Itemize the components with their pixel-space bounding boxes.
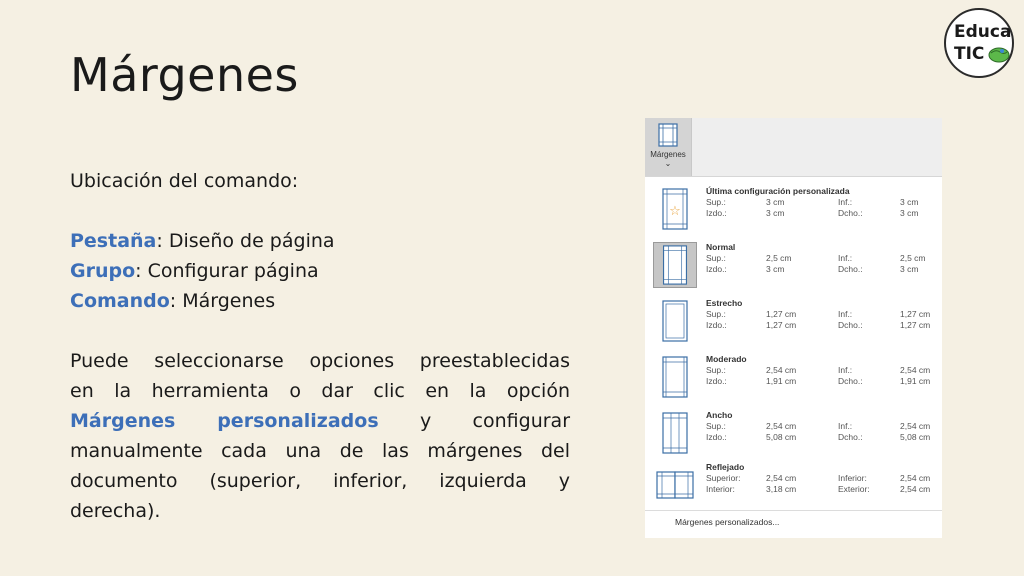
- option-value-1: 2,54 cm: [766, 421, 797, 431]
- group-key: Grupo: [70, 260, 136, 282]
- tab-value: : Diseño de página: [156, 230, 335, 252]
- ribbon: [645, 118, 942, 177]
- slide-body: [70, 166, 570, 526]
- option-name: Estrecho: [706, 298, 743, 308]
- margin-option-mirrored[interactable]: [645, 456, 942, 512]
- educatic-logo: [944, 8, 1014, 78]
- option-value-1: 2,5 cm: [766, 253, 792, 263]
- option-name: Moderado: [706, 354, 747, 364]
- option-key-4: Dcho.:: [838, 320, 863, 330]
- option-value-2: 2,5 cm: [900, 253, 926, 263]
- option-key-2: Inf.:: [838, 365, 853, 375]
- logo-line2: TIC: [954, 44, 985, 64]
- svg-text:☆: ☆: [669, 204, 681, 219]
- option-key-2: Inf.:: [838, 197, 853, 207]
- option-key-4: Dcho.:: [838, 376, 863, 386]
- option-key-4: Dcho.:: [838, 432, 863, 442]
- command-key: Comando: [70, 290, 170, 312]
- logo-line1: Educa: [954, 22, 1012, 42]
- option-value-2: 2,54 cm: [900, 473, 931, 483]
- globe-icon: [988, 47, 1010, 63]
- group-value: : Configurar página: [135, 260, 319, 282]
- option-value-4: 2,54 cm: [900, 484, 931, 494]
- option-name: Reflejado: [706, 462, 745, 472]
- option-value-4: 1,27 cm: [900, 320, 931, 330]
- option-key-3: Interior:: [706, 484, 735, 494]
- margin-option-narrow[interactable]: [645, 292, 942, 348]
- option-value-3: 5,08 cm: [766, 432, 797, 442]
- option-key-3: Izdo.:: [706, 264, 727, 274]
- para-line-1: Puede seleccionarse opciones preestablecidas: [70, 350, 570, 372]
- option-value-3: 3 cm: [766, 264, 785, 274]
- para-line-2: en la herramienta o dar clic en la opción: [70, 380, 570, 402]
- option-key-2: Inferior:: [838, 473, 867, 483]
- command-value: : Márgenes: [169, 290, 276, 312]
- para-line-5: documento (superior, inferior, izquierda y: [70, 470, 570, 492]
- option-value-1: 2,54 cm: [766, 473, 797, 483]
- margins-icon: [658, 123, 678, 147]
- margin-option-normal[interactable]: [645, 236, 942, 292]
- description-paragraph: [70, 346, 570, 526]
- option-key-2: Inf.:: [838, 421, 853, 431]
- location-label: Ubicación del comando:: [70, 170, 299, 192]
- custom-margins-highlight: Márgenes personalizados: [70, 410, 379, 432]
- option-key-3: Izdo.:: [706, 320, 727, 330]
- option-value-4: 3 cm: [900, 208, 919, 218]
- para-line-6: derecha).: [70, 500, 161, 522]
- option-value-1: 3 cm: [766, 197, 785, 207]
- option-key-4: Dcho.:: [838, 264, 863, 274]
- option-key-3: Izdo.:: [706, 376, 727, 386]
- group-line: [70, 256, 570, 286]
- option-key-1: Sup.:: [706, 421, 726, 431]
- tab-line: [70, 226, 570, 256]
- page-margins-icon: [653, 298, 697, 344]
- page-margins-icon: [653, 354, 697, 400]
- option-key-3: Izdo.:: [706, 432, 727, 442]
- para-line-3: [70, 406, 570, 436]
- option-value-4: 5,08 cm: [900, 432, 931, 442]
- option-key-1: Sup.:: [706, 365, 726, 375]
- option-value-2: 2,54 cm: [900, 365, 931, 375]
- option-value-1: 2,54 cm: [766, 365, 797, 375]
- option-value-2: 3 cm: [900, 197, 919, 207]
- slide-title: Márgenes: [70, 48, 299, 102]
- custom-margins-menu-item[interactable]: [645, 510, 942, 527]
- option-key-2: Inf.:: [838, 253, 853, 263]
- option-value-1: 1,27 cm: [766, 309, 797, 319]
- mirrored-pages-icon: [653, 462, 697, 508]
- para-after-highlight: y configurar: [419, 410, 571, 432]
- option-value-3: 1,27 cm: [766, 320, 797, 330]
- option-value-2: 2,54 cm: [900, 421, 931, 431]
- option-value-4: 1,91 cm: [900, 376, 931, 386]
- page-margins-icon: [653, 242, 697, 288]
- command-line: [70, 286, 570, 316]
- margin-option-last-custom[interactable]: [645, 180, 942, 236]
- margins-dropdown-screenshot: [645, 118, 942, 538]
- option-key-1: Sup.:: [706, 253, 726, 263]
- custom-margins-label: Márgenes personalizados...: [675, 517, 780, 527]
- margins-ribbon-button[interactable]: [645, 118, 692, 176]
- para-line-4: manualmente cada una de las márgenes del: [70, 440, 570, 462]
- option-key-1: Sup.:: [706, 197, 726, 207]
- option-key-1: Superior:: [706, 473, 741, 483]
- option-value-3: 3,18 cm: [766, 484, 797, 494]
- margins-button-label: Márgenes: [650, 150, 686, 159]
- margin-option-moderate[interactable]: [645, 348, 942, 404]
- page-margins-icon: [653, 410, 697, 456]
- option-value-3: 3 cm: [766, 208, 785, 218]
- option-value-4: 3 cm: [900, 264, 919, 274]
- option-key-4: Dcho.:: [838, 208, 863, 218]
- option-key-2: Inf.:: [838, 309, 853, 319]
- option-value-2: 1,27 cm: [900, 309, 931, 319]
- margin-option-wide[interactable]: [645, 404, 942, 460]
- option-name: Última configuración personalizada: [706, 186, 850, 196]
- option-value-3: 1,91 cm: [766, 376, 797, 386]
- option-key-3: Izdo.:: [706, 208, 727, 218]
- option-key-1: Sup.:: [706, 309, 726, 319]
- option-name: Normal: [706, 242, 736, 252]
- tab-key: Pestaña: [70, 230, 157, 252]
- option-key-4: Exterior:: [838, 484, 870, 494]
- option-name: Ancho: [706, 410, 733, 420]
- page-margins-icon: [653, 186, 697, 232]
- chevron-down-icon: ⌄: [664, 159, 672, 168]
